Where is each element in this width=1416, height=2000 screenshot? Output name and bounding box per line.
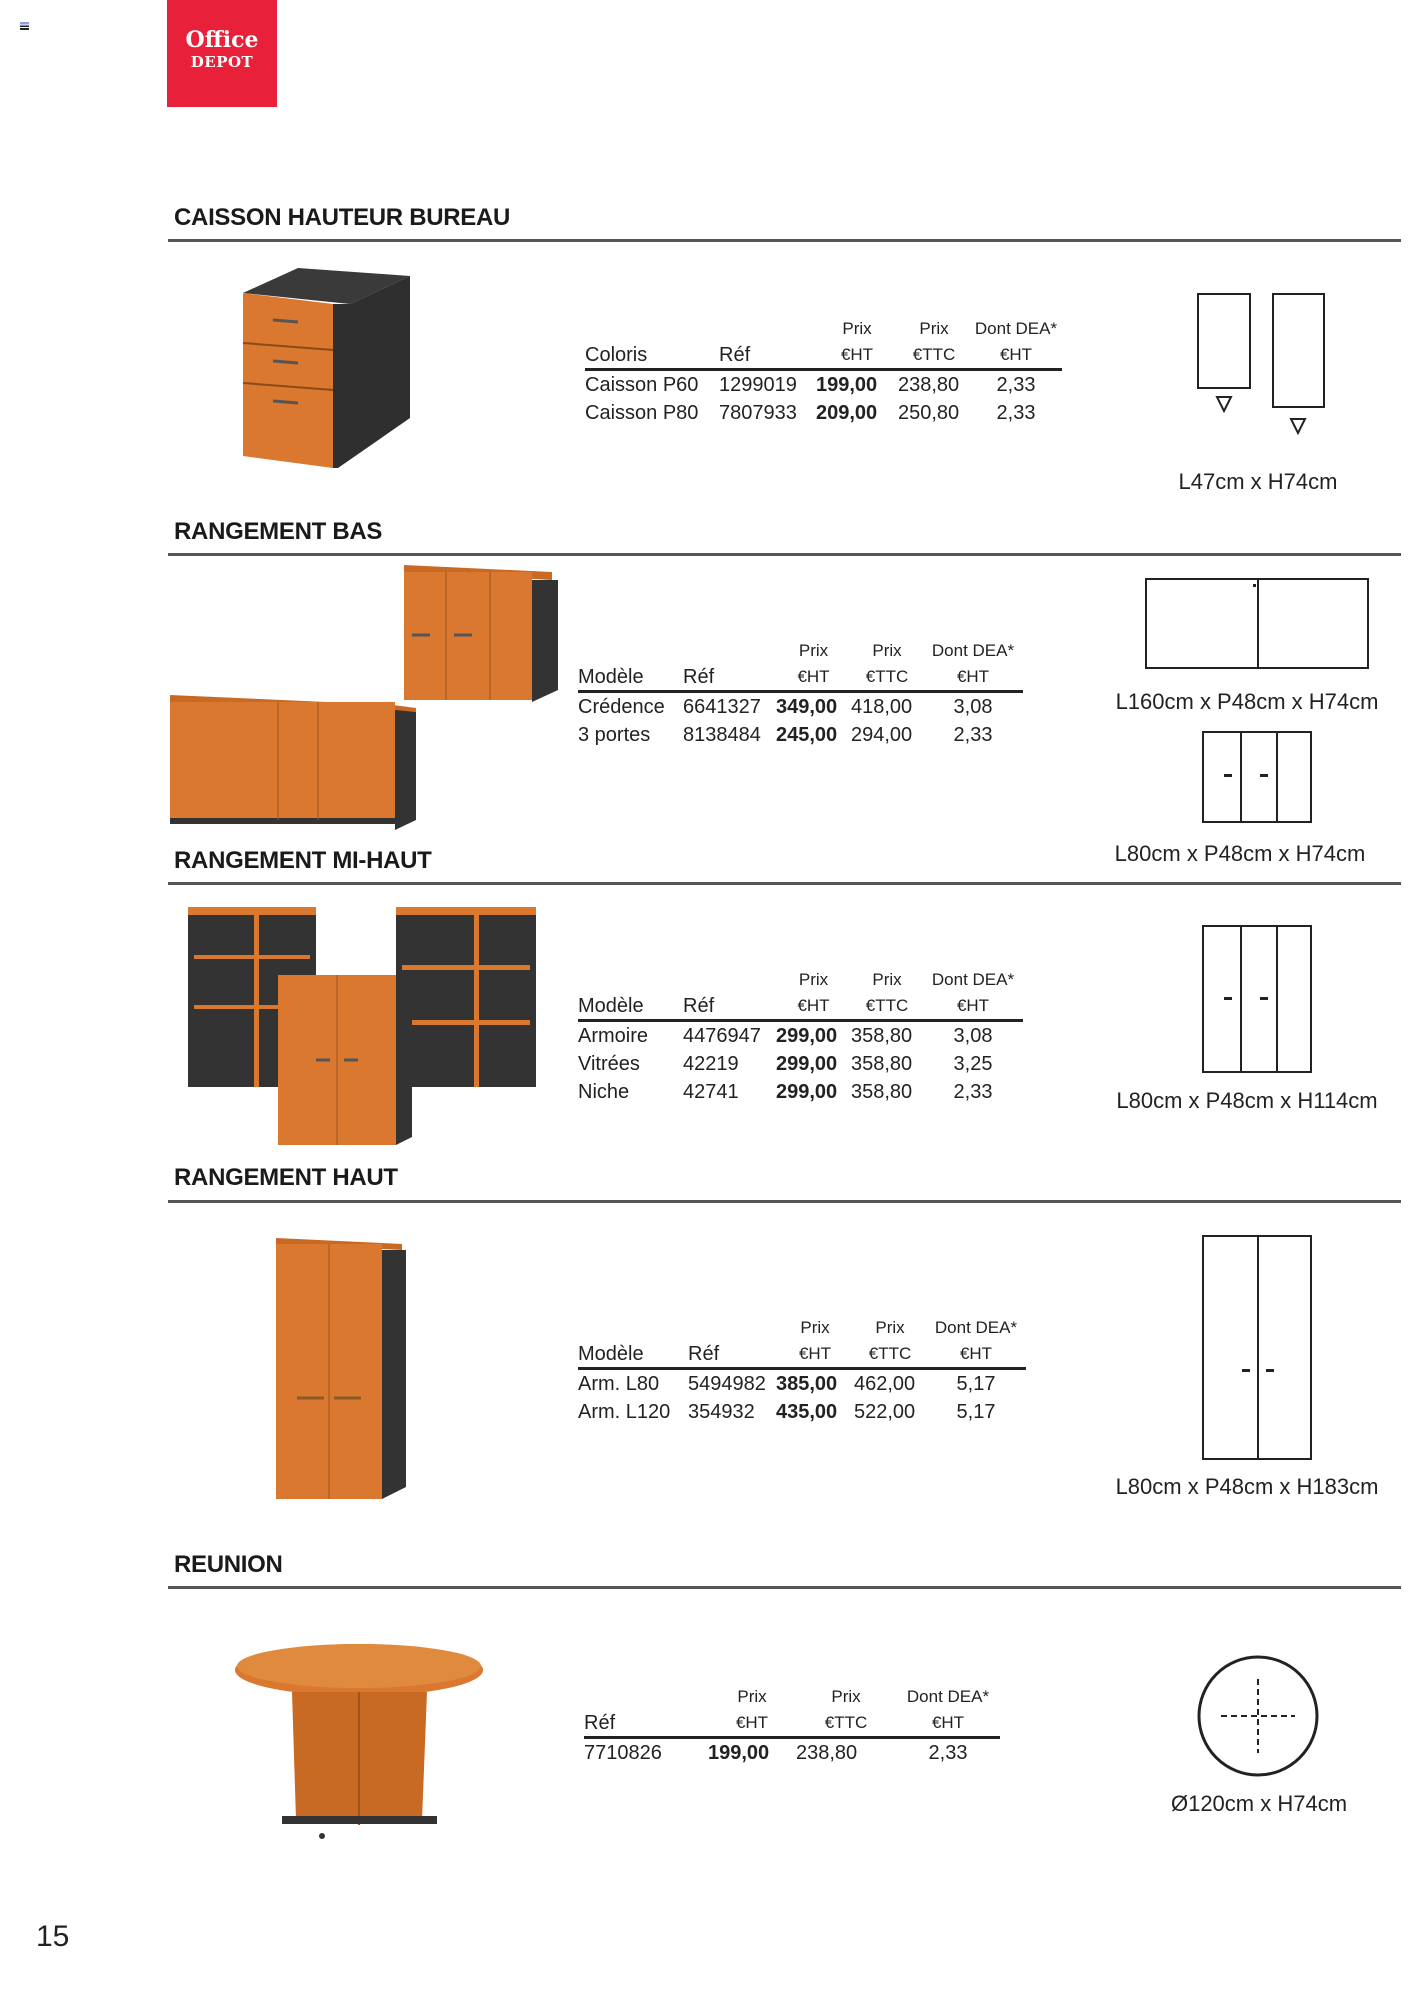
table-cell: 299,00: [776, 1025, 838, 1047]
table-cell: 245,00: [776, 724, 838, 746]
page-number: 15: [36, 1920, 70, 1953]
table-header: [578, 1315, 1026, 1370]
column-header-line: Dont DEA*: [931, 641, 1015, 660]
column-header: [584, 1684, 708, 1736]
table-cell: 349,00: [776, 696, 838, 718]
column-header: [854, 1315, 926, 1367]
table-cell: 462,00: [854, 1373, 916, 1395]
table-cell: 3,08: [953, 1025, 993, 1047]
table-cell: 358,80: [851, 1053, 913, 1075]
column-header-line: [683, 638, 776, 664]
table-header: [578, 967, 1023, 1022]
column-header-line: €TTC: [868, 1344, 912, 1363]
column-header-line: Réf: [688, 1343, 720, 1365]
column-header-line: €TTC: [912, 345, 956, 364]
column-header-line: €HT: [798, 1344, 832, 1363]
section-divider: [168, 882, 1401, 885]
column-header-line: €TTC: [824, 1713, 868, 1732]
table-row: [578, 1050, 1023, 1078]
table-cell: Vitrées: [578, 1053, 640, 1075]
table-row: [585, 371, 1062, 399]
table-cell: 2,33: [953, 724, 993, 746]
column-header-line: [683, 967, 776, 993]
column-header: [926, 1315, 1026, 1367]
table-header: [585, 316, 1062, 371]
column-header-line: Prix: [831, 1687, 861, 1706]
table-cell: 358,80: [851, 1025, 913, 1047]
table-cell: Armoire: [578, 1025, 649, 1047]
column-header-line: Prix: [872, 641, 902, 660]
column-header: [851, 967, 923, 1019]
column-header: [776, 638, 851, 690]
column-header: [970, 316, 1062, 368]
table-row: [578, 721, 1023, 749]
column-header-line: Prix: [737, 1687, 767, 1706]
round-meeting-table-image: [232, 1640, 487, 1840]
caster-triangle-icon: [1214, 394, 1234, 414]
column-header: [578, 1315, 688, 1367]
table-cell: Arm. L80: [578, 1373, 660, 1395]
price-table-rangement-bas: [578, 638, 1023, 749]
column-header: [898, 316, 970, 368]
credenza-3-doors-image: [168, 690, 418, 835]
column-header-line: €HT: [735, 1713, 769, 1732]
table-cell: 418,00: [851, 696, 913, 718]
section-title-caisson: CAISSON HAUTEUR BUREAU: [174, 204, 511, 231]
section-divider: [168, 1200, 1401, 1203]
table-cell: 3,08: [953, 696, 993, 718]
table-cell: 2,33: [996, 402, 1036, 424]
column-header: [585, 316, 719, 368]
column-header-line: Réf: [584, 1712, 616, 1734]
table-cell: Arm. L120: [578, 1401, 671, 1423]
table-cell: 299,00: [776, 1081, 838, 1103]
column-header-line: €TTC: [865, 667, 909, 686]
section-divider: [168, 1586, 1401, 1589]
column-header-line: €HT: [797, 996, 830, 1015]
column-header-line: Dont DEA*: [934, 1318, 1018, 1337]
table-cell: 250,80: [898, 402, 960, 424]
column-header-line: [578, 1315, 688, 1341]
table-cell: 199,00: [708, 1742, 770, 1764]
column-header-line: [688, 1315, 776, 1341]
price-table-reunion: [584, 1684, 1000, 1767]
column-header-line: €HT: [931, 1713, 965, 1732]
table-cell: 299,00: [776, 1053, 838, 1075]
column-header-line: Réf: [719, 344, 751, 366]
price-table-caisson: [585, 316, 1062, 427]
table-row: [585, 399, 1062, 427]
table-cell: Caisson P80: [585, 402, 699, 424]
column-header-line: Coloris: [585, 344, 648, 366]
column-header-line: Modèle: [578, 995, 644, 1017]
column-header: [578, 967, 683, 1019]
table-cell: 522,00: [854, 1401, 916, 1423]
column-header-line: [584, 1684, 708, 1710]
column-header-line: €HT: [840, 345, 874, 364]
low-cabinet-2-doors-image: [402, 560, 560, 704]
table-cell: 7710826: [584, 1742, 662, 1764]
table-cell: 294,00: [851, 724, 913, 746]
caisson-p80-outline: [1272, 293, 1325, 408]
column-header-line: €HT: [797, 667, 830, 686]
column-header-line: [578, 638, 683, 664]
column-header: [851, 638, 923, 690]
column-header: [923, 967, 1023, 1019]
table-cell: 5,17: [956, 1401, 996, 1423]
table-cell: 8138484: [683, 724, 761, 746]
table-row: [578, 693, 1023, 721]
column-header-line: €TTC: [865, 996, 909, 1015]
column-header: [816, 316, 898, 368]
column-header: [683, 638, 776, 690]
low-cabinet-outline: [1202, 731, 1312, 823]
column-header: [719, 316, 816, 368]
tall-cabinet-outline: [1202, 1235, 1312, 1460]
caisson-drawer-image: [238, 268, 418, 474]
table-cell: 2,33: [996, 374, 1036, 396]
dimension-label: L80cm x P48cm x H74cm: [1114, 841, 1366, 866]
section-divider: [168, 553, 1401, 556]
table-cell: 4476947: [683, 1025, 761, 1047]
column-header: [708, 1684, 796, 1736]
column-header: [776, 967, 851, 1019]
section-divider: [168, 239, 1401, 242]
table-row: [578, 1022, 1023, 1050]
table-cell: 5,17: [956, 1373, 996, 1395]
table-cell: 3 portes: [578, 724, 651, 746]
column-header-line: €HT: [959, 1344, 993, 1363]
page-marker-icon: [20, 22, 29, 30]
table-row: [578, 1398, 1026, 1426]
column-header-line: €HT: [956, 667, 990, 686]
table-cell: 2,33: [953, 1081, 993, 1103]
round-table-outline: [1196, 1654, 1320, 1778]
section-title-rangement-mi-haut: RANGEMENT MI-HAUT: [174, 847, 432, 874]
caisson-p60-outline: [1197, 293, 1251, 389]
table-cell: 238,80: [898, 374, 960, 396]
column-header-line: [719, 316, 816, 342]
table-cell: 2,33: [928, 1742, 968, 1764]
column-header: [776, 1315, 854, 1367]
dimension-label: L80cm x P48cm x H183cm: [1115, 1474, 1379, 1499]
column-header-line: [585, 316, 719, 342]
mid-height-cabinets-image: [184, 905, 544, 1150]
column-header-line: €HT: [999, 345, 1033, 364]
column-header: [923, 638, 1023, 690]
table-cell: Niche: [578, 1081, 630, 1103]
table-row: [578, 1078, 1023, 1106]
column-header: [578, 638, 683, 690]
credenza-outline: [1145, 578, 1369, 669]
table-cell: 209,00: [816, 402, 878, 424]
table-cell: 1299019: [719, 374, 797, 396]
column-header-line: Prix: [919, 319, 949, 338]
column-header-line: Dont DEA*: [906, 1687, 990, 1706]
table-row: [584, 1739, 1000, 1767]
tall-cabinet-image: [272, 1232, 412, 1504]
section-title-rangement-bas: RANGEMENT BAS: [174, 518, 383, 545]
column-header-line: [578, 967, 683, 993]
table-cell: 42741: [683, 1081, 739, 1103]
dimension-label: L80cm x P48cm x H114cm: [1116, 1088, 1378, 1113]
dimension-label: L47cm x H74cm: [1178, 469, 1338, 494]
column-header-line: Prix: [800, 1318, 830, 1337]
office-depot-logo: Office DEPOT: [167, 0, 277, 107]
column-header-line: Modèle: [578, 666, 644, 688]
column-header-line: Dont DEA*: [931, 970, 1015, 989]
column-header-line: Prix: [798, 641, 829, 660]
caster-triangle-icon: [1288, 416, 1308, 436]
section-title-rangement-haut: RANGEMENT HAUT: [174, 1164, 398, 1191]
column-header-line: Réf: [683, 995, 715, 1017]
table-cell: Caisson P60: [585, 374, 699, 396]
table-cell: 358,80: [851, 1081, 913, 1103]
price-table-rangement-haut: [578, 1315, 1026, 1426]
column-header: [683, 967, 776, 1019]
column-header-line: Dont DEA*: [974, 319, 1058, 338]
table-cell: 5494982: [688, 1373, 766, 1395]
column-header-line: Modèle: [578, 1343, 644, 1365]
table-cell: 42219: [683, 1053, 739, 1075]
price-table-rangement-mi-haut: [578, 967, 1023, 1106]
dimension-label: L160cm x P48cm x H74cm: [1115, 689, 1379, 714]
table-cell: 385,00: [776, 1373, 838, 1395]
column-header-line: €HT: [956, 996, 990, 1015]
mid-cabinet-outline: [1202, 925, 1312, 1073]
table-cell: 7807933: [719, 402, 797, 424]
column-header: [796, 1684, 896, 1736]
table-cell: 6641327: [683, 696, 761, 718]
table-row: [578, 1370, 1026, 1398]
column-header-line: Prix: [842, 319, 872, 338]
table-cell: 354932: [688, 1401, 755, 1423]
table-cell: Crédence: [578, 696, 665, 718]
table-cell: 435,00: [776, 1401, 838, 1423]
column-header: [896, 1684, 1000, 1736]
column-header-line: Réf: [683, 666, 715, 688]
column-header-line: Prix: [798, 970, 829, 989]
table-cell: 3,25: [953, 1053, 993, 1075]
column-header-line: Prix: [872, 970, 902, 989]
table-header: [584, 1684, 1000, 1739]
table-header: [578, 638, 1023, 693]
column-header-line: Prix: [875, 1318, 905, 1337]
section-title-reunion: REUNION: [174, 1551, 283, 1578]
table-cell: 238,80: [796, 1742, 858, 1764]
column-header: [688, 1315, 776, 1367]
table-cell: 199,00: [816, 374, 878, 396]
dimension-label: Ø120cm x H74cm: [1170, 1791, 1348, 1816]
